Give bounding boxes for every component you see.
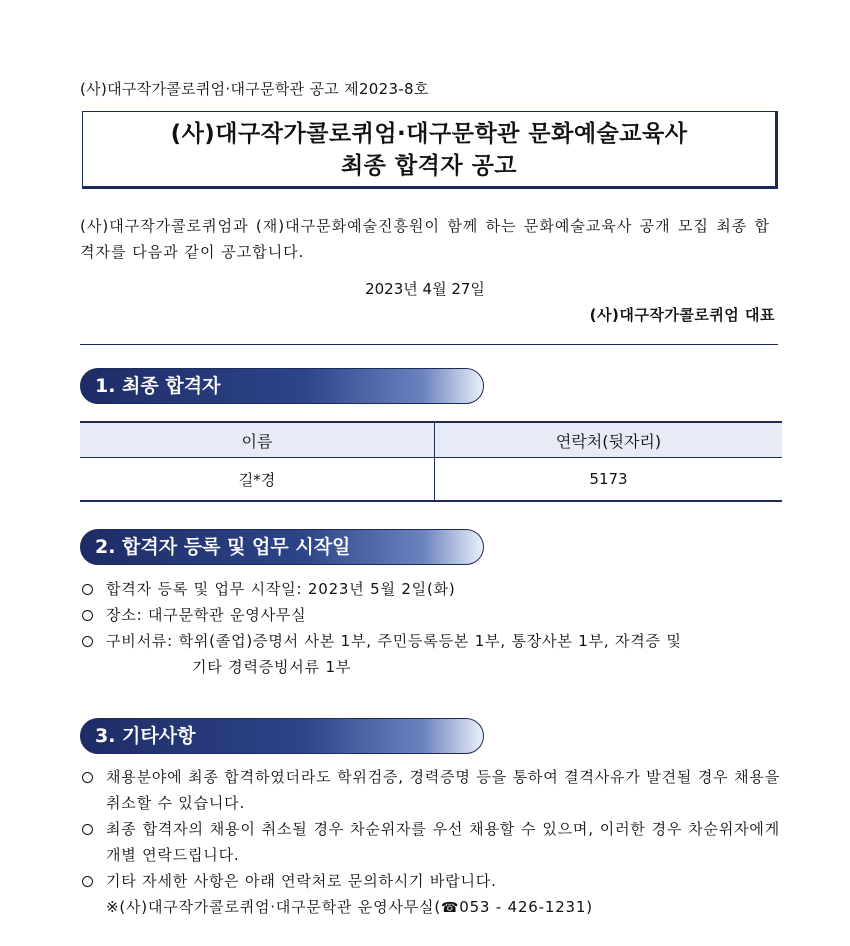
circle-bullet-icon [82, 772, 93, 783]
list-item: 기타 자세한 사항은 아래 연락처로 문의하시기 바랍니다. [80, 868, 780, 894]
list-item: 구비서류: 학위(졸업)증명서 사본 1부, 주민등록등본 1부, 통장사본 1부, 자격증 및 기타 경력증빙서류 1부 [80, 628, 780, 680]
circle-bullet-icon [82, 584, 93, 595]
registration-list [80, 576, 780, 680]
list-item: 합격자 등록 및 업무 시작일: 2023년 5월 2일(화) [80, 576, 780, 602]
result-table [80, 421, 782, 502]
list-item-continuation: 기타 경력증빙서류 1부 [192, 658, 352, 676]
circle-bullet-icon [82, 876, 93, 887]
circle-bullet-icon [82, 610, 93, 621]
cell-contact: 5173 [435, 458, 783, 502]
divider [80, 344, 778, 345]
other-notes-list [80, 764, 780, 921]
circle-bullet-icon [82, 636, 93, 647]
list-item: 채용분야에 최종 합격하였더라도 학위검증, 경력증명 등을 통하여 결격사유가 발견될 경우 채용을 취소할 수 있습니다. [80, 764, 780, 816]
column-header-contact: 연락처(뒷자리) [435, 422, 783, 458]
list-item: 최종 합격자의 채용이 취소될 경우 차순위자를 우선 채용할 수 있으며, 이러한 경우 차순위자에게 개별 연락드립니다. [80, 816, 780, 868]
intro-text: (사)대구작가콜로퀴엄과 (재)대구문화예술진흥원이 함께 하는 문화예술교육사 공개 모집 최종 합격자를 다음과 같이 공고합니다. [80, 217, 770, 261]
section-heading-registration: 2. 합격자 등록 및 업무 시작일 [80, 529, 484, 565]
notice-number: (사)대구작가콜로퀴엄·대구문학관 공고 제2023-8호 [80, 80, 429, 98]
table-header-row [80, 422, 782, 458]
title-box [82, 111, 778, 189]
cell-name: 길*경 [80, 458, 435, 502]
phone-number: 053 - 426-1231) [459, 898, 593, 916]
section-heading-other: 3. 기타사항 [80, 718, 484, 754]
list-item: 장소: 대구문학관 운영사무실 [80, 602, 780, 628]
phone-icon: ☎ [440, 900, 460, 916]
section-heading-final-passers: 1. 최종 합격자 [80, 368, 484, 404]
representative: (사)대구작가콜로퀴엄 대표 [589, 306, 775, 324]
notice-date: 2023년 4월 27일 [365, 280, 485, 298]
contact-reference: ※(사)대구작가콜로퀴엄·대구문학관 운영사무실(☎053 - 426-1231) [106, 898, 593, 916]
circle-bullet-icon [82, 824, 93, 835]
page-subtitle: 최종 합격자 공고 [340, 153, 518, 179]
page-title: (사)대구작가콜로퀴엄·대구문학관 문화예술교육사 [170, 121, 688, 147]
column-header-name: 이름 [80, 422, 435, 458]
table-row [80, 458, 782, 502]
